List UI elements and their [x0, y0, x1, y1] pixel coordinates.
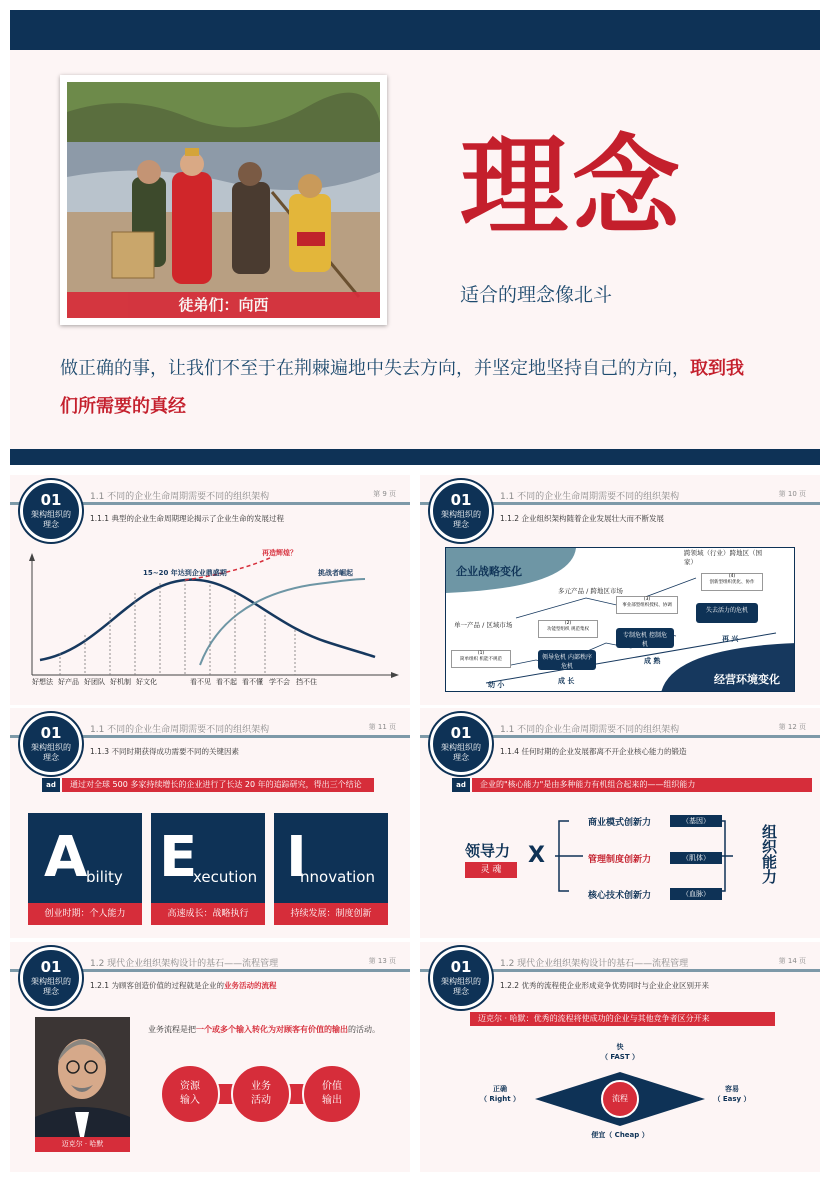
- strategy-label: 企业战略变化: [456, 565, 522, 578]
- ability-caption: 创业时期：个人能力: [28, 903, 142, 925]
- subsection-title: [90, 980, 276, 991]
- growth-growing: 成 长: [558, 677, 575, 685]
- quality-fast-en: （ FAST ）: [600, 1053, 640, 1061]
- slide-page-11: [10, 708, 410, 938]
- slide-page-10: [420, 475, 820, 705]
- flow-step-activity: 业务活动: [251, 1081, 271, 1106]
- flow-step-output: 价值输出: [322, 1081, 342, 1106]
- badge-number: 01: [450, 724, 472, 742]
- quality-right-label: 正确: [493, 1085, 507, 1093]
- section-title: 1.1 不同的企业生命周期需要不同的组织架构: [90, 492, 270, 502]
- stage-box-text: 简单组织 机能不规范: [460, 657, 502, 662]
- badge-text: 架构组织的理念: [31, 743, 71, 762]
- slide-page-9: [10, 475, 410, 705]
- growth-mature: 成 熟: [644, 657, 661, 665]
- stage-label: 学不会: [269, 678, 290, 686]
- section-title: 1.2 现代企业组织架构设计的基石——流程管理: [500, 959, 689, 969]
- stage-multi-market: 多元产品 / 跨地区市场: [558, 587, 623, 595]
- stage-single-market: 单一产品 / 区域市场: [454, 621, 513, 629]
- hero-paragraph: [60, 350, 760, 426]
- flow-step-input: 资源输入: [180, 1081, 200, 1106]
- innovation-item-tag: （血脉）: [670, 888, 722, 900]
- growth-revival: 再 兴: [722, 635, 739, 643]
- stage-box-text: 功能型组织 规范集权: [547, 627, 589, 632]
- subsection-text: 1.2.1 为顾客创造价值的过程就是企业的: [90, 981, 224, 990]
- innovation-item-tag: （肌体）: [670, 852, 722, 864]
- page-number: 第 9 页: [373, 490, 396, 498]
- hero-bottom-bar: [10, 449, 820, 465]
- quality-fast-label: 快: [616, 1043, 624, 1051]
- innovation-item: 管理制度创新力: [588, 855, 652, 865]
- section-badge: [430, 480, 492, 542]
- stage-box-number: (2): [564, 621, 572, 626]
- label-again: 再造辉煌？: [262, 549, 297, 557]
- diamond-center-label: 流程: [612, 1094, 628, 1103]
- org-evolution-diagram: [445, 547, 795, 692]
- innovation-initial: I: [286, 825, 307, 890]
- definition-text: 的活动。: [348, 1025, 380, 1034]
- stage-label: 好产品: [58, 678, 79, 686]
- ability-word: bility: [86, 868, 123, 886]
- section-title: 1.2 现代企业组织架构设计的基石——流程管理: [90, 959, 279, 969]
- stage-box-number: (3): [643, 597, 651, 602]
- badge-text: 架构组织的理念: [31, 510, 71, 529]
- subsection-highlight: 业务活动的流程: [223, 981, 277, 990]
- page-number: 第 10 页: [778, 490, 806, 498]
- execution-caption: 高速成长：战略执行: [151, 903, 265, 925]
- leadership-label: 领导力: [465, 842, 511, 860]
- stage-label: 挡不住: [296, 678, 317, 686]
- stage-box-number: (4): [728, 574, 736, 579]
- multiply-sign: X: [528, 843, 545, 868]
- stage-label: 好文化: [136, 678, 157, 686]
- hero-title: 理念: [460, 124, 685, 250]
- ability-card-body: [28, 813, 142, 903]
- stage-label: 看不懂: [242, 678, 263, 686]
- section-badge: [430, 713, 492, 775]
- hero-subtitle: 适合的理念像北斗: [460, 284, 613, 306]
- innovation-item: 商业模式创新力: [588, 818, 652, 828]
- slide-page-13: [10, 942, 410, 1172]
- badge-text: 架构组织的理念: [441, 977, 481, 996]
- subsection-title: 1.1.1 典型的企业生命周期理论揭示了企业生命的发展过程: [90, 514, 284, 523]
- stage-box-2: [538, 620, 598, 638]
- stage-label: 好团队: [84, 678, 105, 686]
- portrait-illustration: [35, 1017, 130, 1152]
- innovation-word: nnovation: [300, 868, 375, 886]
- growth-infant: 幼 小: [488, 681, 505, 689]
- innovation-card: [274, 813, 388, 925]
- badge-text: 架构组织的理念: [441, 510, 481, 529]
- section-badge: [430, 947, 492, 1009]
- stage-box-text: 创新型组织优化、协作: [709, 580, 755, 585]
- portrait-photo: [35, 1017, 130, 1152]
- subsection-title: 1.2.2 优秀的流程使企业形成竞争优势同时与企业企业区别开来: [500, 981, 709, 990]
- quality-right: [480, 1084, 520, 1104]
- page-number: 第 11 页: [368, 723, 396, 731]
- page-number: 第 13 页: [368, 957, 396, 965]
- section-badge: [20, 947, 82, 1009]
- section-title: 1.1 不同的企业生命周期需要不同的组织架构: [500, 492, 680, 502]
- crisis-control: 专制危机 控制危机: [616, 628, 674, 648]
- stage-label: 好机制: [110, 678, 131, 686]
- pilgrims-illustration: [67, 82, 380, 318]
- stage-box-3: [616, 596, 678, 614]
- stage-cross-market: 跨领域（行业）跨地区（国家）: [684, 549, 762, 566]
- environment-label: 经营环境变化: [714, 673, 780, 686]
- quality-fast: [600, 1042, 640, 1062]
- label-challenger: 挑战者崛起: [318, 569, 353, 577]
- photo-caption: 徒弟们：向西: [67, 292, 380, 318]
- innovation-item-tag: （基因）: [670, 815, 722, 827]
- quote-bar: 企业的"核心能力"是由多种能力有机组合起来的——组织能力: [472, 778, 812, 792]
- page-number: 第 12 页: [778, 723, 806, 731]
- crisis-leadership: 领导危机 内部秩序危机: [538, 650, 596, 670]
- execution-word: xecution: [193, 868, 258, 886]
- stage-box-1: [451, 650, 511, 668]
- badge-text: 架构组织的理念: [31, 977, 71, 996]
- slide-page-12: [420, 708, 820, 938]
- quality-easy-label: 容易: [725, 1085, 739, 1093]
- execution-card: [151, 813, 265, 925]
- process-definition: [148, 1024, 380, 1035]
- stage-box-text: 事业部型组织授权、协调: [622, 603, 672, 608]
- badge-text: 架构组织的理念: [441, 743, 481, 762]
- stage-label: 看不见: [190, 678, 211, 686]
- quality-right-en: （ Right ）: [480, 1095, 521, 1103]
- innovation-caption: 持续发展：制度创新: [274, 903, 388, 925]
- subsection-title: 1.1.2 企业组织架构随着企业发展壮大而不断发展: [500, 514, 664, 523]
- slide-page-14: [420, 942, 820, 1172]
- portrait-caption: 迈克尔 · 哈默: [35, 1137, 130, 1152]
- stage-label: 好想法: [32, 678, 53, 686]
- stage-box-4: [701, 573, 763, 591]
- crisis-vitality: 失去活力的危机: [696, 603, 758, 623]
- ability-card: [28, 813, 142, 925]
- definition-text: 业务流程是把: [148, 1025, 196, 1034]
- photo-frame: [60, 75, 387, 325]
- soul-tag: 灵 魂: [465, 862, 517, 878]
- ad-tag: ad: [42, 778, 60, 792]
- subsection-title: 1.1.4 任何时期的企业发展都离不开企业核心能力的锻造: [500, 747, 687, 756]
- section-title: 1.1 不同的企业生命周期需要不同的组织架构: [500, 725, 680, 735]
- execution-initial: E: [159, 825, 198, 890]
- quality-easy-en: （ Easy ）: [713, 1095, 751, 1103]
- quality-easy: [710, 1084, 754, 1104]
- badge-number: 01: [40, 724, 62, 742]
- org-ability-label: 组织能力: [760, 824, 778, 884]
- page-number: 第 14 页: [778, 957, 806, 965]
- badge-number: 01: [40, 491, 62, 509]
- definition-highlight: 一个或多个输入转化为对顾客有价值的输出: [196, 1025, 348, 1034]
- section-title: 1.1 不同的企业生命周期需要不同的组织架构: [90, 725, 270, 735]
- execution-card-body: [151, 813, 265, 903]
- badge-number: 01: [40, 958, 62, 976]
- pilgrims-photo: [67, 82, 380, 318]
- label-peak: 15~20 年达到企业鼎盛期: [143, 569, 227, 577]
- quality-cheap: 便宜（ Cheap ）: [591, 1131, 649, 1139]
- stage-box-number: (1): [477, 651, 485, 656]
- hero-slide: [10, 10, 820, 465]
- hero-paragraph-highlight: 取到我们所需要的真经: [60, 358, 744, 417]
- subsection-title: 1.1.3 不同时期获得成功需要不同的关键因素: [90, 747, 239, 756]
- section-badge: [20, 713, 82, 775]
- innovation-item: 核心技术创新力: [588, 891, 652, 901]
- lifecycle-chart: [10, 475, 410, 705]
- hero-top-bar: [10, 10, 820, 50]
- innovation-card-body: [274, 813, 388, 903]
- quote-bar: 通过对全球 500 多家持续增长的企业进行了长达 20 年的追踪研究，得出三个结论: [62, 778, 374, 792]
- badge-number: 01: [450, 958, 472, 976]
- quote-bar: 迈克尔 · 哈默：优秀的流程将使成功的企业与其他竞争者区分开来: [470, 1012, 775, 1026]
- ad-tag: ad: [452, 778, 470, 792]
- hero-paragraph-text: 做正确的事，让我们不至于在荆棘遍地中失去方向，并坚定地坚持自己的方向，: [60, 358, 690, 379]
- stage-label: 看不起: [216, 678, 237, 686]
- badge-number: 01: [450, 491, 472, 509]
- ability-initial: A: [44, 825, 88, 890]
